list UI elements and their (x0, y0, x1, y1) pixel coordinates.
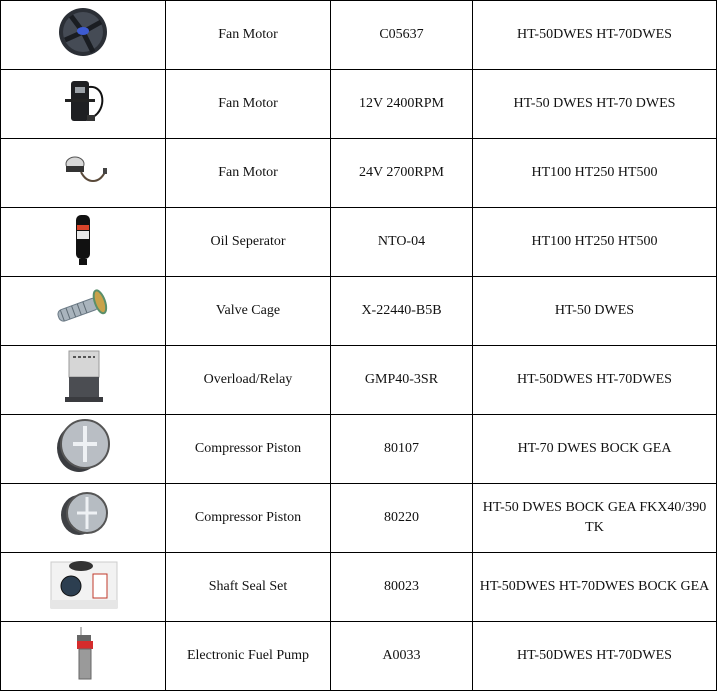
oil-separator-icon (43, 209, 123, 269)
part-name: Electronic Fuel Pump (166, 622, 331, 691)
valve-cage-icon (43, 278, 123, 338)
table-row (1, 622, 717, 691)
part-code: 80023 (331, 553, 473, 622)
compatible-models: HT100 HT250 HT500 (473, 208, 717, 277)
table-row (1, 139, 717, 208)
image-cell (1, 415, 166, 484)
image-cell (1, 346, 166, 415)
image-cell (1, 70, 166, 139)
table-row (1, 553, 717, 622)
image-cell (1, 277, 166, 346)
part-code: 80107 (331, 415, 473, 484)
part-code: 24V 2700RPM (331, 139, 473, 208)
electronic-fuel-pump-icon (43, 623, 123, 683)
compatible-models: HT-50 DWES (473, 277, 717, 346)
compatible-models: HT-50DWES HT-70DWES (473, 1, 717, 70)
part-name: Oil Seperator (166, 208, 331, 277)
table-row (1, 70, 717, 139)
image-cell (1, 1, 166, 70)
table-row (1, 208, 717, 277)
part-name: Valve Cage (166, 277, 331, 346)
compressor-piston-icon (43, 485, 123, 545)
image-cell (1, 553, 166, 622)
part-code: 80220 (331, 484, 473, 553)
part-code: 12V 2400RPM (331, 70, 473, 139)
part-name: Fan Motor (166, 139, 331, 208)
compatible-models: HT-70 DWES BOCK GEA (473, 415, 717, 484)
compatible-models: HT100 HT250 HT500 (473, 139, 717, 208)
table-row (1, 484, 717, 553)
image-cell (1, 484, 166, 553)
compressor-piston-icon (43, 416, 123, 476)
part-code: C05637 (331, 1, 473, 70)
part-name: Fan Motor (166, 1, 331, 70)
fan-motor-small-icon (43, 140, 123, 200)
table-row (1, 1, 717, 70)
part-name: Compressor Piston (166, 484, 331, 553)
fan-motor-cylinder-icon (43, 71, 123, 131)
part-name: Overload/Relay (166, 346, 331, 415)
image-cell (1, 208, 166, 277)
table-row (1, 415, 717, 484)
compatible-models: HT-50DWES HT-70DWES BOCK GEA (473, 553, 717, 622)
table-row (1, 346, 717, 415)
part-code: GMP40-3SR (331, 346, 473, 415)
compatible-models: HT-50DWES HT-70DWES (473, 346, 717, 415)
part-code: NTO-04 (331, 208, 473, 277)
compatible-models: HT-50 DWES HT-70 DWES (473, 70, 717, 139)
compatible-models: HT-50DWES HT-70DWES (473, 622, 717, 691)
image-cell (1, 622, 166, 691)
image-cell (1, 139, 166, 208)
overload-relay-icon (43, 347, 123, 407)
table-row (1, 277, 717, 346)
part-name: Shaft Seal Set (166, 553, 331, 622)
part-name: Compressor Piston (166, 415, 331, 484)
compatible-models: HT-50 DWES BOCK GEA FKX40/390 TK (473, 484, 717, 553)
part-code: A0033 (331, 622, 473, 691)
part-name: Fan Motor (166, 70, 331, 139)
shaft-seal-set-icon (43, 554, 123, 614)
fan-motor-round-icon (43, 2, 123, 62)
part-code: X-22440-B5B (331, 277, 473, 346)
